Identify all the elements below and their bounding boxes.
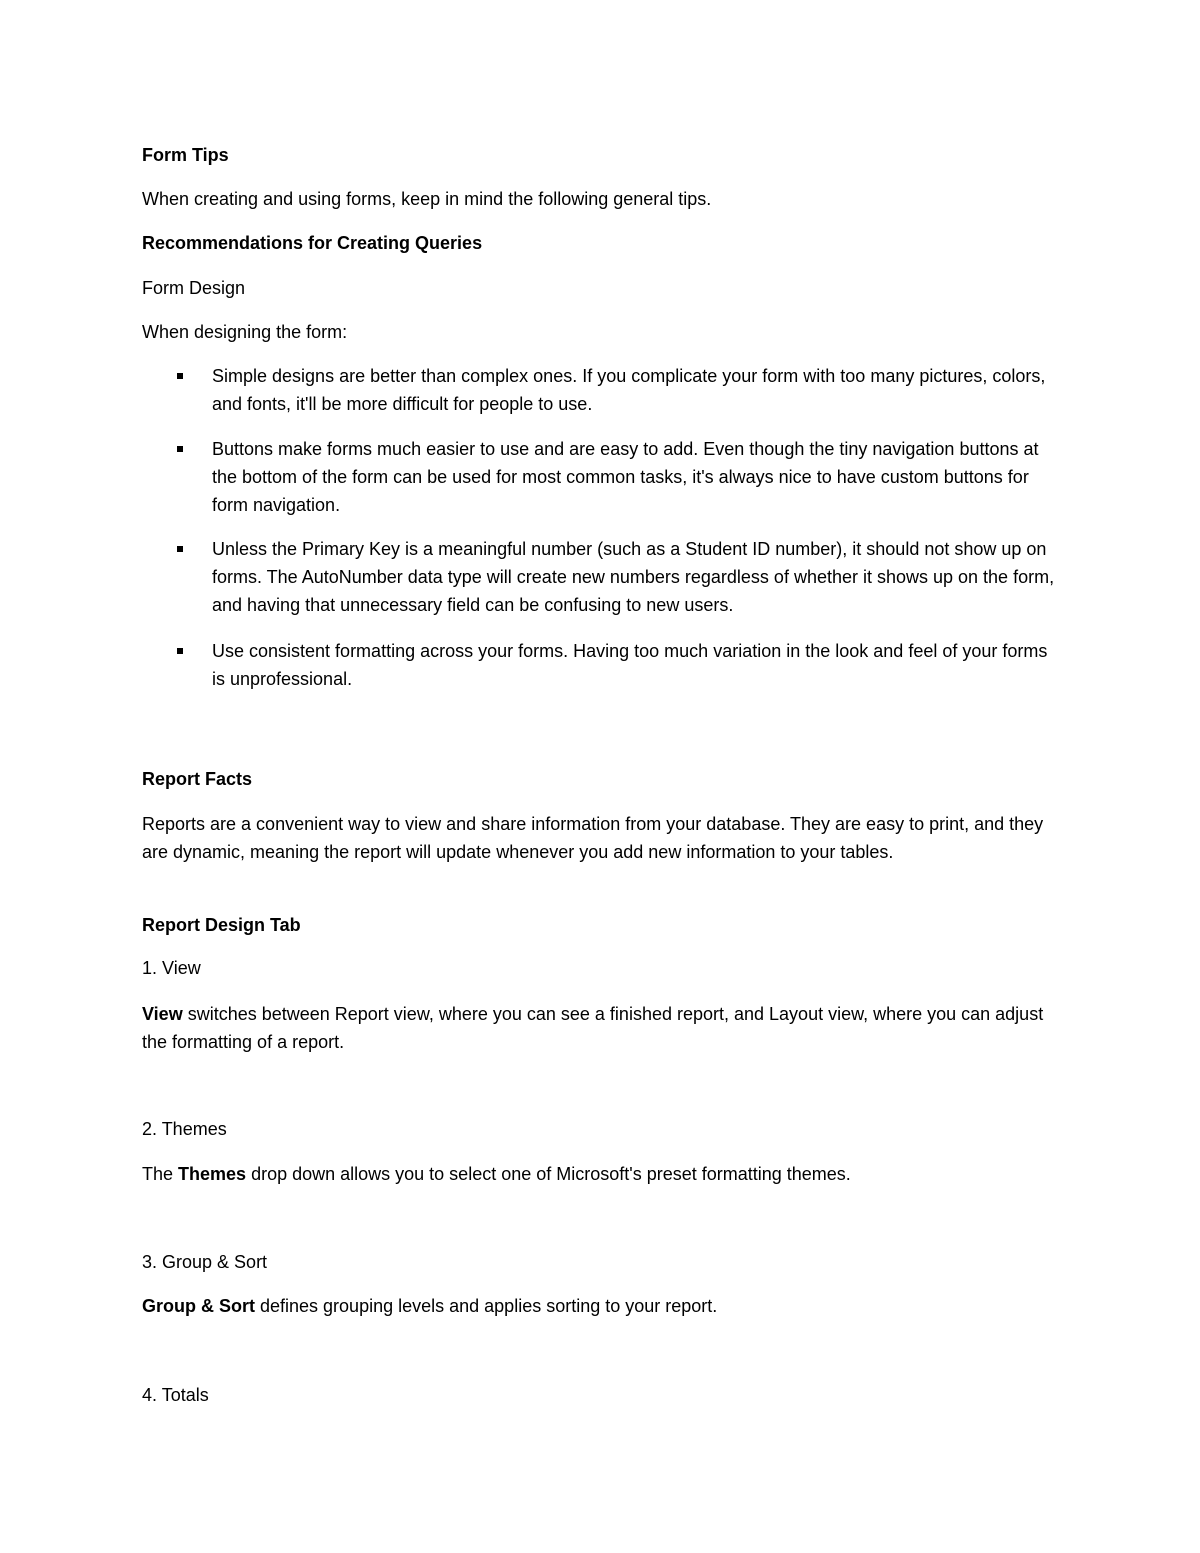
themes-term: Themes	[178, 1164, 247, 1184]
themes-description-text: drop down allows you to select one of Microsoft's preset formatting themes.	[246, 1164, 851, 1184]
form-design-intro: When designing the form:	[142, 322, 348, 342]
square-bullet-icon	[177, 648, 183, 654]
report-facts-heading: Report Facts	[142, 769, 253, 789]
bullet-item	[212, 637, 1062, 693]
group-sort-term: Group & Sort	[142, 1296, 255, 1316]
square-bullet-icon	[177, 546, 183, 552]
report-facts-paragraph: Reports are a convenient way to view and share information from your database. They are easy to print, and they are dynamic, meaning the report will update whenever you add new information to your tables.	[142, 814, 1044, 862]
group-sort-description	[142, 1292, 1062, 1320]
themes-prefix: The	[142, 1164, 179, 1184]
themes-description	[142, 1160, 1062, 1188]
bullet-text: Buttons make forms much easier to use and are easy to add. Even though the tiny navigation buttons at the bottom of the form can be used for most common tasks, it's always nice to have custom buttons for form navigation.	[212, 439, 1039, 515]
group-sort-section-title: 3. Group & Sort	[142, 1252, 268, 1272]
view-term: View	[142, 1004, 183, 1024]
group-sort-description-text: defines grouping levels and applies sorting to your report.	[255, 1296, 718, 1316]
view-section-title: 1. View	[142, 958, 201, 978]
bullet-item	[212, 362, 1062, 418]
bullet-text: Unless the Primary Key is a meaningful number (such as a Student ID number), it should not show up on forms. The AutoNumber data type will create new numbers regardless of whether it shows up on the form, and having that unnecessary field can be confusing to new users.	[212, 539, 1055, 615]
recommendations-heading: Recommendations for Creating Queries	[142, 233, 483, 253]
bullet-text: Use consistent formatting across your forms. Having too much variation in the look and feel of your forms is unprofessional.	[212, 641, 1048, 689]
square-bullet-icon	[177, 373, 183, 379]
view-description	[142, 1000, 1062, 1056]
form-tips-intro: When creating and using forms, keep in mind the following general tips.	[142, 189, 712, 209]
bullet-text: Simple designs are better than complex ones. If you complicate your form with too many pictures, colors, and fonts, it'll be more difficult for people to use.	[212, 366, 1046, 414]
bullet-item	[212, 535, 1062, 619]
form-tips-heading: Form Tips	[142, 145, 229, 165]
view-description-text: switches between Report view, where you can see a finished report, and Layout view, where you can adjust the formatting of a report.	[142, 1004, 1044, 1052]
square-bullet-icon	[177, 446, 183, 452]
totals-section-title: 4. Totals	[142, 1385, 209, 1405]
bullet-item	[212, 435, 1062, 519]
themes-section-title: 2. Themes	[142, 1119, 227, 1139]
report-design-tab-heading: Report Design Tab	[142, 915, 301, 935]
form-design-heading: Form Design	[142, 278, 246, 298]
